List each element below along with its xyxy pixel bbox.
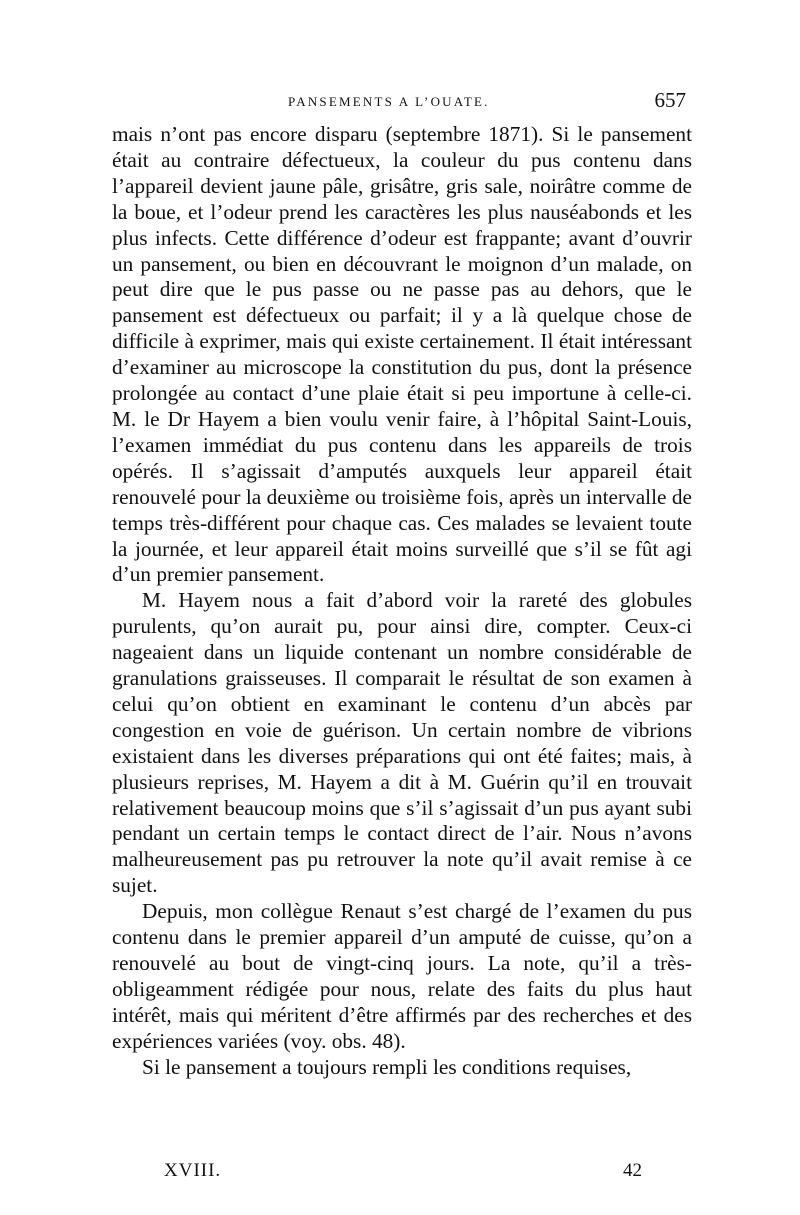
running-header xyxy=(112,88,692,122)
body-text xyxy=(112,122,692,1081)
sheet-number: 42 xyxy=(623,1160,642,1181)
paragraph-4: Si le pansement a toujours rempli les conditions requises, xyxy=(142,1054,632,1079)
page-number: 657 xyxy=(654,88,686,112)
paragraph-2: M. Hayem nous a fait d’abord voir la rareté des globules purulents, qu’on aurait pu, pour ainsi dire, compter. Ceux-ci nageaient dans un liquide contenant un nombre considérable de granulations graisseuses. Il comparait le résultat de son examen à celui qu’on obtient en examinant le contenu d’un abcès par congestion en voie de guérison. Un certain nombre de vibrions existaient dans les diverses préparations qui ont été faites; mais, à plusieurs reprises, M. Hayem a dit à M. Guérin qu’il en trouvait relativement beaucoup moins que s’il s’agissait d’un pus ayant subi pendant un certain temps le contact direct de l’air. Nous n’avons malheureusement pas pu retrouver la note qu’il avait remise à ce sujet. xyxy=(112,588,692,898)
paragraph-1: mais n’ont pas encore disparu (septembre 1871). Si le pansement était au contraire défectueux, la couleur du pus contenu dans l’appareil devient jaune pâle, grisâtre, gris sale, noirâtre comme de la boue, et l’odeur prend les caractères les plus nauséabonds et les plus infects. Cette différence d’odeur est frappante; avant d’ouvrir un pansement, ou bien en découvrant le moignon d’un malade, on peut dire que le pus passe ou ne passe pas au dehors, que le pansement est défectueux ou parfait; il y a là quelque chose de difficile à exprimer, mais qui existe certainement. Il était intéressant d’examiner au microscope la constitution du pus, dont la présence prolongée au contact d’une plaie était si peu importune à celle-ci. M. le Dr Hayem a bien voulu venir faire, à l’hôpital Saint-Louis, l’examen immédiat du pus contenu dans les appareils de trois opérés. Il s’agissait d’amputés auxquels leur appareil était renouvelé pour la deuxième ou troisième fois, après un intervalle de temps très-différent pour chaque cas. Ces malades se levaient toute la journée, et leur appareil était moins surveillé que s’il se fût agi d’un premier pansement. xyxy=(112,122,692,587)
paragraph-3: Depuis, mon collègue Renaut s’est chargé de l’examen du pus contenu dans le premier appareil d’un amputé de cuisse, qu’on a renouvelé au bout de vingt-cinq jours. La note, qu’il a très-obligeamment rédigée pour nous, relate des faits du plus haut intérêt, mais qui méritent d’être affirmés par des recherches et des expériences variées (voy. obs. 48). xyxy=(112,899,692,1053)
page-footer xyxy=(112,1160,692,1190)
document-page xyxy=(112,88,692,1198)
running-title: PANSEMENTS A L’OUATE. xyxy=(288,94,490,109)
signature-mark: XVIII. xyxy=(164,1160,222,1181)
